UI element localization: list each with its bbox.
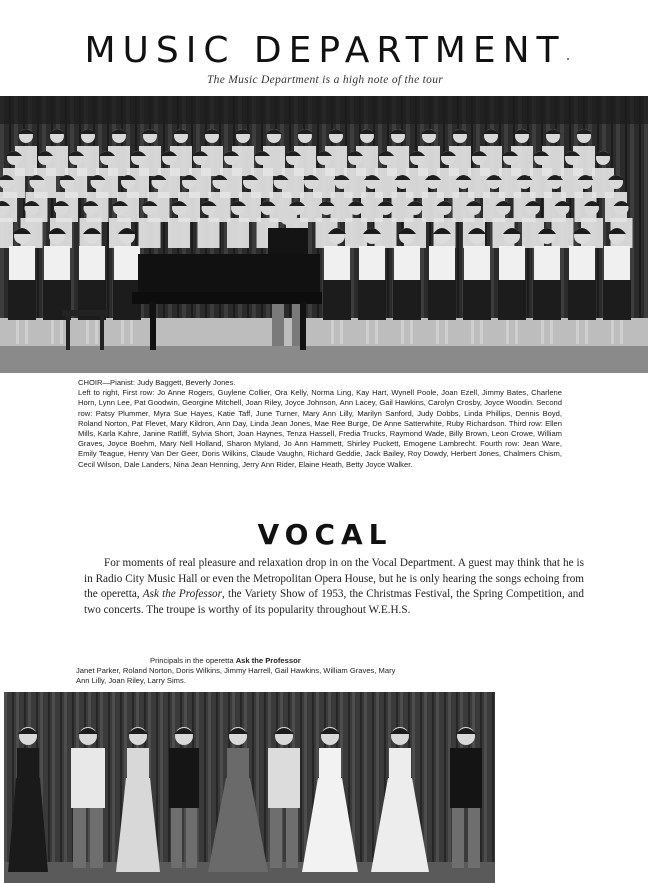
vocal-paragraph: [84, 556, 584, 618]
choir-photo-image: [0, 96, 648, 373]
vocal-text-after: , the Variety Show of 1953, the Christmas Festival, the Spring Competition, and two concerts. The troupe is worthy of its popularity throughout W.E.H.S.: [84, 588, 584, 616]
principals-caption-lead: [76, 656, 406, 666]
operetta-photo: [4, 692, 495, 883]
operetta-photo-image: [4, 692, 495, 883]
print-speck: [567, 58, 569, 60]
choir-caption: [78, 378, 562, 470]
choir-photo: [0, 96, 648, 373]
vocal-text-before: For moments of real pleasure and relaxation drop in on the Vocal Department. A guest may think that he is in Radio City Music Hall or even the Metropolitan Opera House, but he is only hearing the songs echoing from the operetta,: [84, 557, 584, 600]
principals-caption: [76, 656, 406, 686]
principals-caption-names: Janet Parker, Roland Norton, Doris Wilkins, Jimmy Harrell, Gail Hawkins, William Graves, Mary Ann Lilly, Joan Riley, Larry Sims.: [76, 666, 396, 685]
page-title: MUSIC DEPARTMENT: [84, 30, 566, 71]
vocal-operetta-title: Ask the Professor: [142, 588, 223, 600]
principals-lead-text: Principals in the operetta: [150, 656, 236, 665]
choir-caption-pianist: CHOIR—Pianist: Judy Baggett, Beverly Jones.: [78, 378, 236, 387]
vocal-heading: VOCAL: [257, 518, 393, 551]
choir-caption-names: Left to right, First row: Jo Anne Rogers, Guylene Collier, Ora Kelly, Norma Ling, Kay Hart, Wynell Poole, Joan Ezell, Jimmy Bates, Charlene Horn, Lynn Lee, Pat Goodwin, Georgine Mitchell, Joan Riley, Joyce Johnson, Ann Lacey, Gail Hawkins, Carolyn Crosby, Joyce Woodin. Second row: Patsy Plummer, Myra Sue Hayes, Katie Taff, June Turner, Mary Ann Lilly, Marilyn Sanford, Judy Dobbs, Linda Phillips, Dennis Boyd, Roland Norton, Pat Flevet, Mary Kildron, Ann Day, Linda Jean Jones, Mae Ree Burge, De Anne Satterwhite, Ruby Richardson. Third row: Ellen Mills, Karla Kahre, Janine Ratliff, Sylvia Short, Joan Haynes, Tenza Hassell, Fredia Trucks, Raymond Wade, Billy Brown, Leon Crowe, William Graves, Joyce Boehm, Mary Nell Holland, Sharon Myland, Jo Ann Hammett, Shirley Puckett, Emogene Lambrecht. Fourth row: Jean Ware, Emily Teague, Henry Van Der Geer, Doris Wilkins, Claude Vaughn, Richard Geddie, Jack Bailey, Roy Dowdy, Herbert Jones, Chalmers Chism, Cecil Wilson, Dale Landers, Nina Jean Henning, Jerry Ann Rider, Elaine Heath, Betty Joyce Walker.: [78, 388, 562, 469]
page-subtitle: The Music Department is a high note of the tour: [206, 74, 444, 86]
principals-operetta-title: Ask the Professor: [235, 656, 301, 665]
